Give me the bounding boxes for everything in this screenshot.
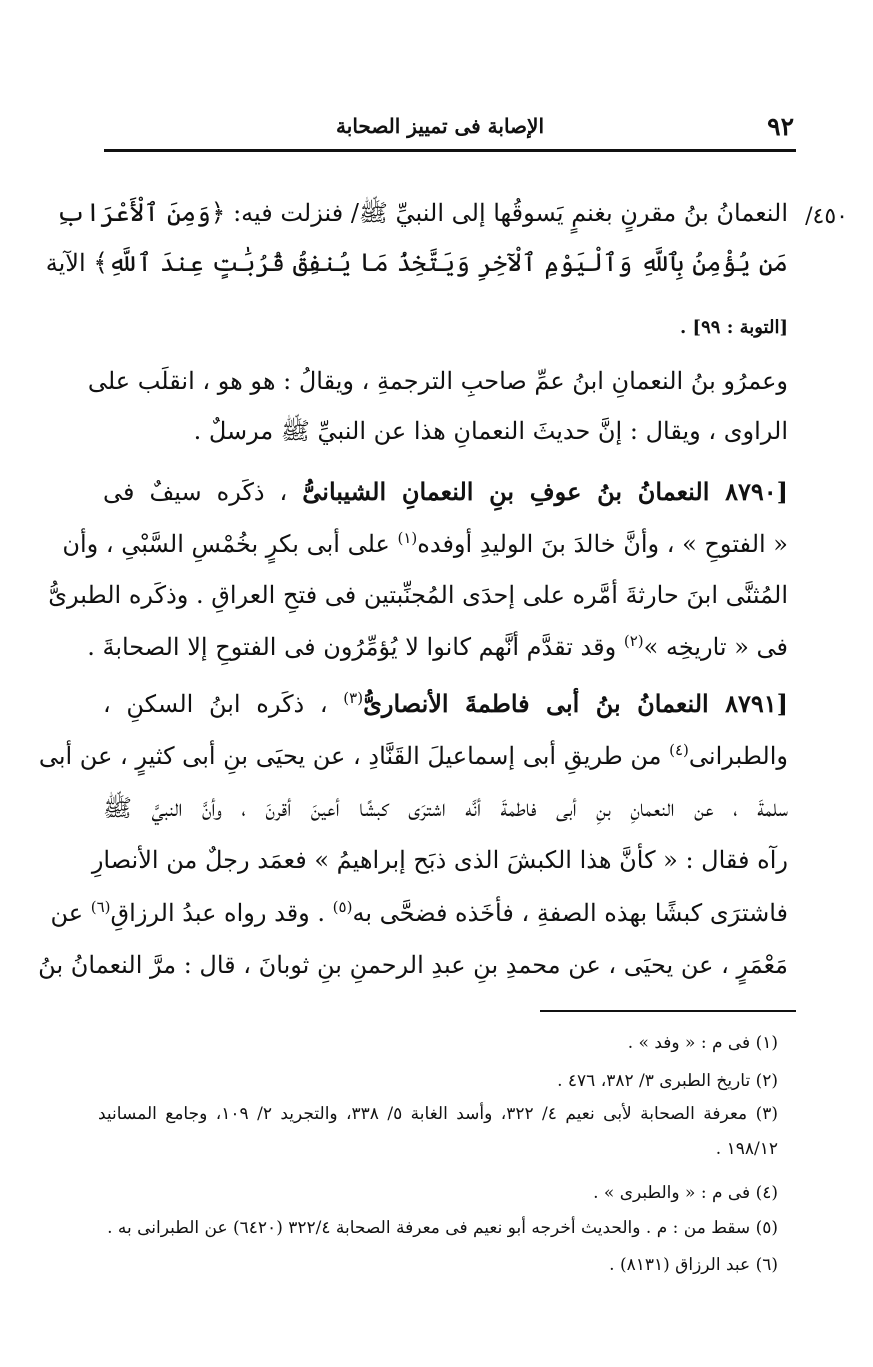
text-span: . وقد رواه عبدُ الرزاقِ (110, 899, 326, 927)
text-line: الراوى ، ويقال : إنَّ حديثَ النعمانِ هذا عن النبيِّ ﷺ مرسلٌ . (193, 417, 788, 445)
quran-verse: ﴿وَمِنَ ٱلْأَعْرَابِ (56, 198, 226, 227)
text-span: « الفتوحِ » ، وأنَّ خالدَ بنَ الوليدِ أوفده (417, 530, 788, 558)
footnote-ref[interactable]: (٦) (90, 898, 111, 916)
text-line: رآه فقال : « كأنَّ هذا الكبشَ الذى ذبَح إبراهيمُ » فعمَد رجلٌ من الأنصارِ (91, 846, 788, 874)
footnote-ref[interactable]: (٥) (332, 898, 353, 916)
footnote-2: (٢) تاريخ الطبرى ٣/ ٣٨٢، ٤٧٦ . (557, 1071, 778, 1091)
text-span: النعمانُ بنُ مقرنٍ بغنمٍ يَسوقُها إلى النبيِّ ﷺ/ فنزلت فيه: (233, 199, 788, 227)
entry-heading: [٨٧٩١ النعمانُ بنُ أبى فاطمةَ الأنصارىُّ (363, 689, 789, 718)
footnote-ref[interactable]: (١) (397, 529, 418, 547)
quran-verse: مَن يُؤْمِنُ بِٱللَّهِ وَٱلْيَوْمِ ٱلْآخِرِ وَيَتَّخِذُ مَا يُنفِقُ قُرُبَٰتٍ عِندَ ٱللَّهِ﴾ (93, 248, 788, 277)
text-line (87, 627, 788, 667)
entry-heading: [٨٧٩٠ النعمانُ بنُ عوفِ بنِ النعمانِ الشيبانىُّ (302, 477, 788, 506)
footnote-4: (٤) فى م : « والطبرى » . (593, 1183, 778, 1203)
text-line: المُثنَّى ابنَ حارثةَ أمَّره على إحدَى المُجنِّبتين فى فتحِ العراقِ . وذكَره الطبرىُّ (48, 581, 788, 609)
entry-heading-line (103, 684, 788, 724)
text-span: والطبرانى (688, 742, 788, 770)
verse-reference: [التوبة : ٩٩] . (680, 317, 788, 338)
footnote-ref[interactable]: (٣) (343, 689, 364, 707)
text-span: على أبى بكرٍ بخُمْسِ السَّبْىِ ، وأن (62, 530, 390, 558)
footnote-rule (540, 1010, 796, 1012)
footnote-5: (٥) سقط من : م . والحديث أخرجه أبو نعيم فى معرفة الصحابة ٣٢٢/٤ (٦٤٢٠) عن الطبرانى به . (107, 1218, 778, 1238)
text-span: ، ذكَره سيفٌ فى (103, 478, 288, 506)
text-line (62, 524, 788, 564)
text-span: عن (50, 899, 84, 927)
text-span: الآية (45, 249, 86, 277)
footnote-ref[interactable]: (٤) (669, 741, 689, 759)
page-header (104, 106, 794, 146)
footnote-3-continued: ١٩٨/١٢ . (715, 1139, 778, 1159)
text-line (45, 243, 788, 283)
entry-number-marginal: ٤٥٠/ (805, 204, 848, 229)
text-span: من طريقِ أبى إسماعيلَ القَنَّادِ ، عن يحيَى بنِ أبى كثيرٍ ، عن أبى (38, 742, 662, 770)
quran-reference (103, 305, 788, 345)
text-span: فى « تاريخِه » (643, 633, 788, 661)
text-line: سلمةَ ، عن النعمانِ بنِ أبى فاطمةَ أنَّه اشترَى كبشًا أعينَ أقرنَ ، وأنَّ النبيَّ ﷺ (103, 794, 788, 822)
running-title: الإصابة فى تمييز الصحابة (336, 114, 544, 138)
text-span: وقد تقدَّم أنَّهم كانوا لا يُؤمِّرُون فى الفتوحِ إلا الصحابةَ . (87, 633, 617, 661)
footnote-6: (٦) عبد الرزاق (٨١٣١) . (609, 1255, 778, 1275)
text-span: فاشترَى كبشًا بهذه الصفةِ ، فأخَذه فضحَّى به (352, 899, 788, 927)
footnote-1: (١) فى م : « وفد » . (627, 1033, 778, 1053)
text-line: وعمرُو بنُ النعمانِ ابنُ عمِّ صاحبِ الترجمةِ ، ويقالُ : هو هو ، انقلَب على (87, 367, 788, 395)
text-span: ، ذكَره ابنُ السكنِ ، (103, 690, 328, 718)
footnote-ref[interactable]: (٢) (623, 632, 644, 650)
header-rule (104, 149, 796, 152)
page-number: ٩٢ (767, 112, 794, 141)
entry-heading-line (103, 472, 788, 512)
text-line (56, 193, 788, 233)
text-line (38, 736, 788, 776)
footnote-3: (٣) معرفة الصحابة لأبى نعيم ٤/ ٣٢٢، وأسد الغابة ٥/ ٣٣٨، والتجريد ٢/ ١٠٩، وجامع المسانيد (98, 1104, 778, 1124)
text-line (50, 893, 788, 933)
text-line: مَعْمَرٍ ، عن يحيَى ، عن محمدِ بنِ عبدِ الرحمنِ بنِ ثوبانَ ، قال : مرَّ النعمانُ بنُ (38, 951, 788, 979)
